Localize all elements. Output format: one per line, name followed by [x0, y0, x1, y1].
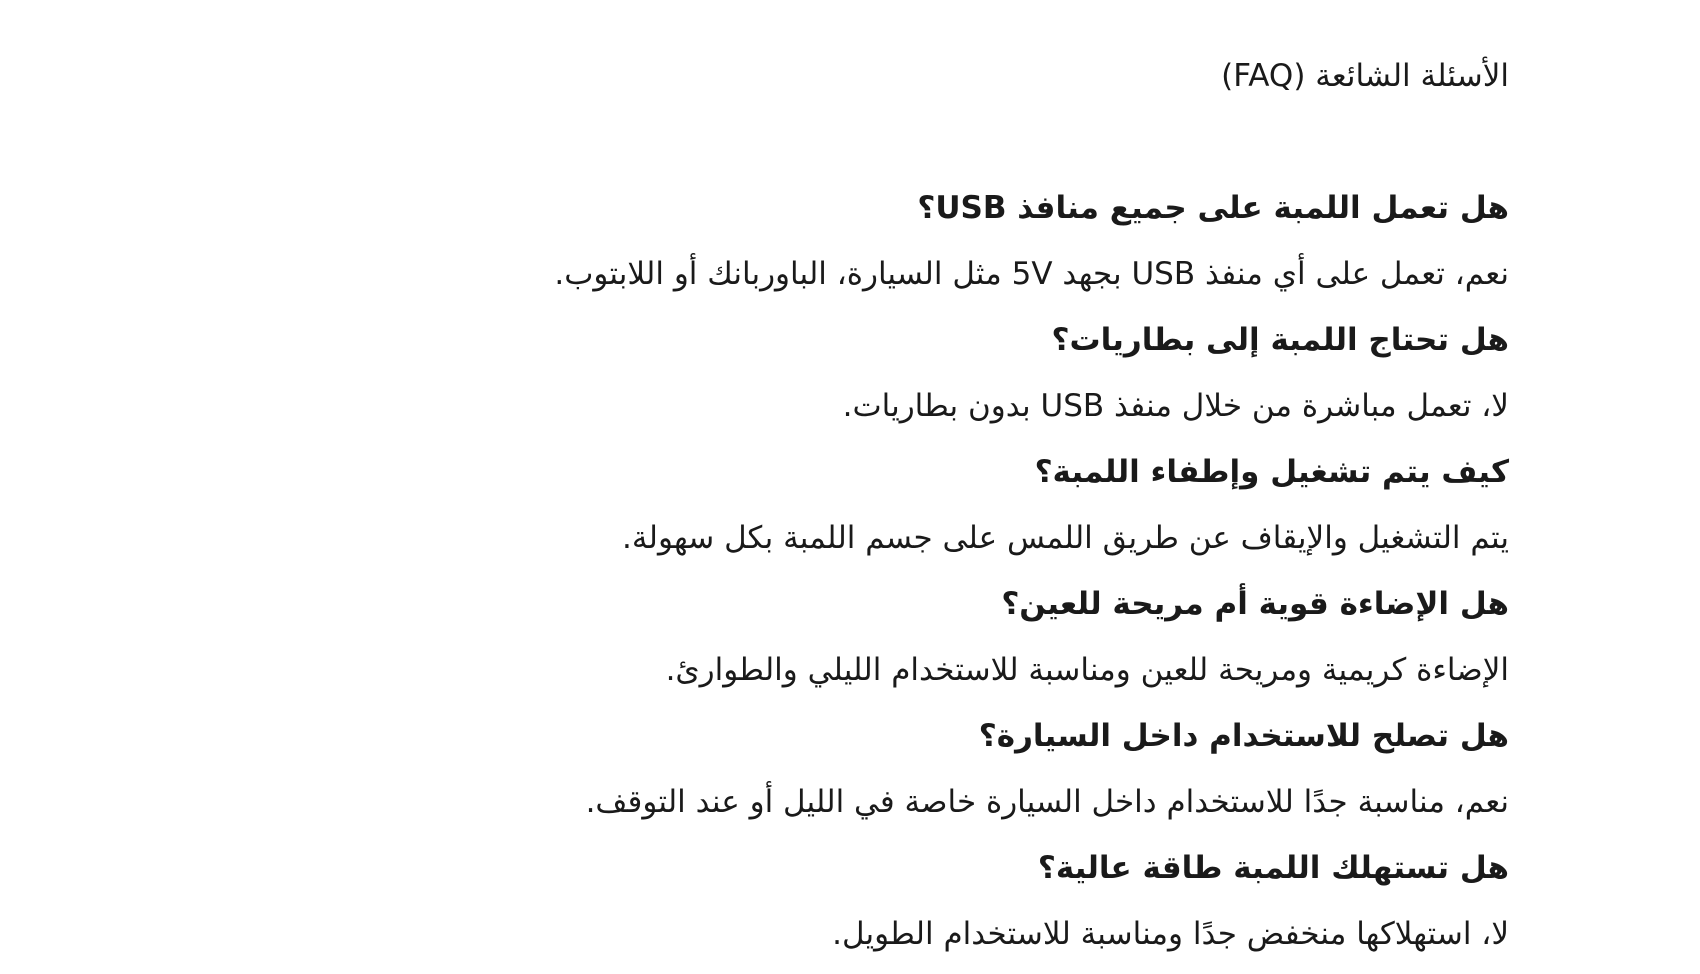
faq-answer: لا، تعمل مباشرة من خلال منفذ USB بدون بطاريات. [842, 388, 1509, 424]
faq-question: هل تستهلك اللمبة طاقة عالية؟ [1037, 850, 1509, 886]
faq-answer: نعم، تعمل على أي منفذ USB بجهد 5V مثل السيارة، الباوربانك أو اللابتوب. [554, 256, 1509, 292]
faq-question: هل تصلح للاستخدام داخل السيارة؟ [978, 718, 1509, 754]
faq-answer: نعم، مناسبة جدًا للاستخدام داخل السيارة خاصة في الليل أو عند التوقف. [585, 784, 1509, 820]
faq-question: هل تعمل اللمبة على جميع منافذ USB؟ [917, 190, 1509, 226]
faq-question: هل الإضاءة قوية أم مريحة للعين؟ [1001, 586, 1509, 622]
faq-item [554, 182, 1509, 314]
faq-item [554, 314, 1509, 446]
faq-question: كيف يتم تشغيل وإطفاء اللمبة؟ [1034, 454, 1509, 490]
faq-item [554, 710, 1509, 842]
faq-title: الأسئلة الشائعة (FAQ) [1221, 58, 1509, 94]
faq-item [554, 578, 1509, 710]
faq-item [554, 446, 1509, 578]
faq-question: هل تحتاج اللمبة إلى بطاريات؟ [1051, 322, 1509, 358]
faq-item [554, 842, 1509, 974]
faq-answer: لا، استهلاكها منخفض جدًا ومناسبة للاستخدام الطويل. [832, 916, 1509, 952]
faq-answer: الإضاءة كريمية ومريحة للعين ومناسبة للاستخدام الليلي والطوارئ. [665, 652, 1509, 688]
faq-answer: يتم التشغيل والإيقاف عن طريق اللمس على جسم اللمبة بكل سهولة. [622, 520, 1509, 556]
faq-list [554, 182, 1509, 974]
